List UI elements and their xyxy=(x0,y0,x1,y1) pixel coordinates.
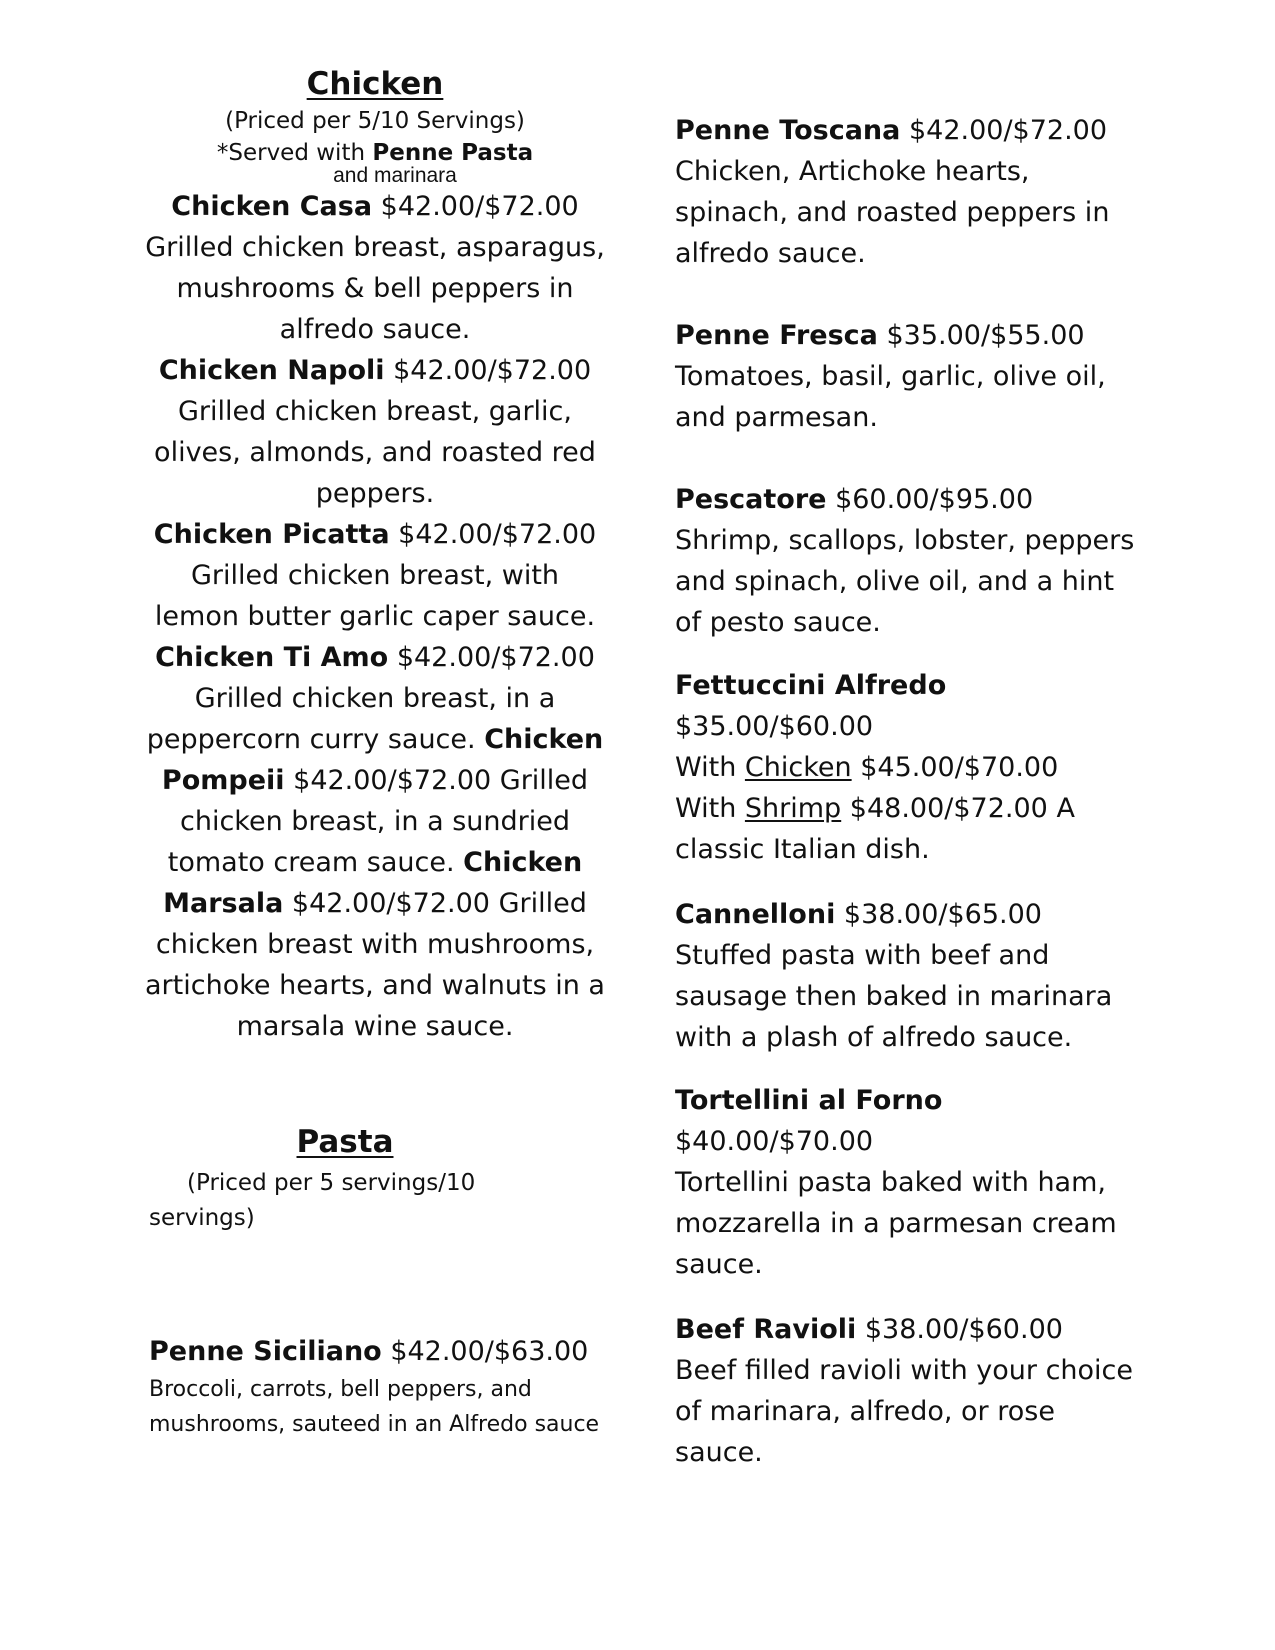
menu-item: Pescatore $60.00/$95.00 Shrimp, scallops, lobster, peppers and spinach, olive oil, and a hint of pesto sauce. xyxy=(675,484,1135,638)
menu-item: Chicken Napoli $42.00/$72.00 Grilled chicken breast, garlic, olives, almonds, and roasted red peppers. xyxy=(154,355,596,509)
menu-item: Penne Toscana $42.00/$72.00 Chicken, Artichoke hearts, spinach, and roasted peppers in alfredo sauce. xyxy=(675,115,1110,269)
menu-item-beef-ravioli: Beef Ravioli $38.00/$60.00 Beef filled ravioli with your choice of marinara, alfredo, or rose sauce. xyxy=(675,1314,1133,1468)
menu-item-tortellini: Tortellini al Forno $40.00/$70.00 Tortellini pasta baked with ham, mozzarella in a parmesan cream sauce. xyxy=(675,1085,1117,1280)
menu-item: Cannelloni $38.00/$65.00 Stuffed pasta with beef and sausage then baked in marinara with a plash of alfredo sauce. xyxy=(675,899,1113,1053)
chicken-items-block xyxy=(145,186,605,1047)
chicken-served-note: *Served with Penne Pasta and marinara xyxy=(216,140,534,187)
menu-item-fettuccini: Fettuccini Alfredo $35.00/$60.00 With Chicken $45.00/$70.00 With Shrimp $48.00/$72.00 A classic Italian dish. xyxy=(675,670,1075,865)
chicken-section-title: Chicken xyxy=(306,66,444,102)
menu-item: Chicken Picatta $42.00/$72.00 Grilled chicken breast, with lemon butter garlic caper sauce. xyxy=(153,519,597,632)
menu-item: Chicken Ti Amo $42.00/$72.00 Grilled chicken breast, in a peppercorn curry sauce. Chicken Pompeii $42.00/$72.00 Grilled chicken breast, in a sundried tomato cream sauce. Chicken Marsala $42.00/$72.00 Grilled chicken breast with mushrooms, artichoke hearts, and walnuts in a marsala wine sauce. xyxy=(145,642,605,1042)
pasta-section-title: Pasta xyxy=(296,1124,394,1160)
chicken-pricing-note: (Priced per 5/10 Servings) xyxy=(225,108,525,134)
menu-item: Penne Fresca $35.00/$55.00 Tomatoes, basil, garlic, olive oil, and parmesan. xyxy=(675,320,1106,433)
pasta-pricing-note: (Priced per 5 servings/10 servings) xyxy=(149,1170,476,1231)
pasta-items-block xyxy=(675,110,1135,1473)
menu-item-penne-siciliano: Penne Siciliano $42.00/$63.00 Broccoli, carrots, bell peppers, and mushrooms, sauteed in an Alfredo sauce xyxy=(149,1336,600,1437)
menu-item: Chicken Casa $42.00/$72.00 Grilled chicken breast, asparagus, mushrooms & bell peppers in alfredo sauce. xyxy=(145,191,605,345)
